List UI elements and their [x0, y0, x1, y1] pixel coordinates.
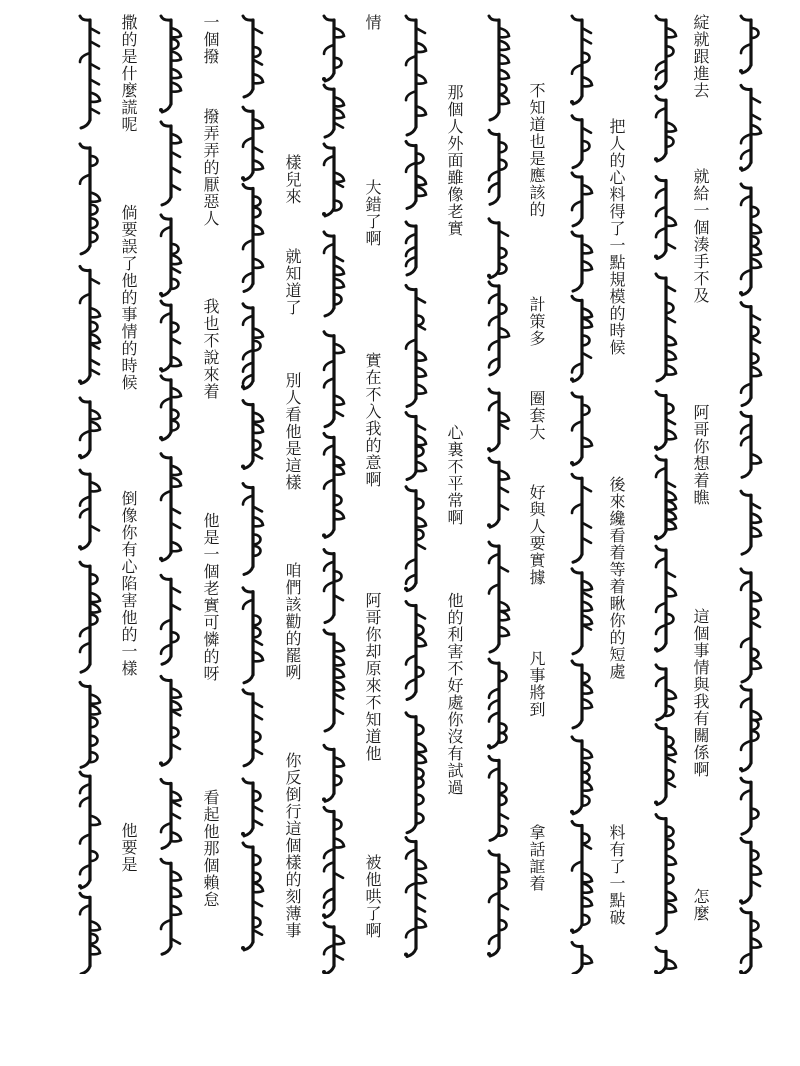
translation-phrase: 倘要誤了他的事情的時候 [119, 204, 138, 391]
translation-phrase: 別人看他是這樣 [283, 372, 302, 491]
manchu-column-9 [74, 14, 108, 974]
manchu-script-2 [650, 14, 684, 974]
translation-phrase: 阿哥你想着瞧 [691, 404, 710, 506]
translation-phrase: 料有了一點破 [607, 824, 626, 926]
translation-phrase: 他是一個老實可憐的呀 [201, 512, 220, 682]
translation-phrase: 樣兒來 [283, 154, 302, 205]
translation-phrase: 被他哄了啊 [363, 854, 382, 939]
translation-column-7 [198, 14, 222, 974]
translation-phrase: 撒的是什麼謊呢 [119, 14, 138, 133]
translation-phrase: 倒像你有心陷害他的一樣 [119, 490, 138, 677]
manchu-column-6 [318, 14, 352, 974]
translation-phrase: 圈套大 [527, 390, 546, 441]
manchu-script-9 [74, 14, 108, 974]
translation-phrase: 我也不說來着 [201, 298, 220, 400]
translation-column-6 [280, 14, 304, 974]
manchu-script-8 [155, 14, 189, 974]
translation-column-8 [116, 14, 140, 974]
translation-column-1 [688, 14, 712, 974]
translation-phrase: 咱們該勸的罷咧 [283, 562, 302, 681]
manchu-script-3 [566, 14, 600, 974]
translation-phrase: 就給一個湊手不及 [691, 168, 710, 304]
translation-column-3 [524, 14, 548, 974]
manchu-column-5 [400, 14, 434, 974]
translation-phrase: 心裏不平常啊 [445, 424, 464, 526]
manchu-column-2 [650, 14, 684, 974]
manchu-column-1 [735, 14, 769, 974]
translation-phrase: 他的利害不好處你沒有試過 [445, 592, 464, 796]
translation-phrase: 阿哥你却原來不知道他 [363, 592, 382, 762]
manchu-column-3 [566, 14, 600, 974]
translation-phrase: 你反倒行這個樣的刻薄事 [283, 752, 302, 939]
translation-phrase: 撥弄弄的厭惡人 [201, 108, 220, 227]
translation-phrase: 他要是 [119, 822, 138, 873]
manchu-column-4 [483, 14, 517, 974]
translation-phrase: 這個事情與我有關係啊 [691, 608, 710, 778]
manchu-column-7 [237, 14, 271, 974]
translation-phrase: 凡事將到 [527, 650, 546, 718]
manchu-script-1 [735, 14, 769, 974]
translation-phrase: 情 [363, 14, 382, 31]
translation-phrase: 一個撥 [201, 14, 220, 65]
translation-column-4 [442, 14, 466, 974]
translation-phrase: 看起他那個賴怠 [201, 789, 220, 908]
translation-column-5 [360, 14, 384, 974]
translation-phrase: 好與人要實據 [527, 484, 546, 586]
translation-phrase: 後來纔看着等着瞅你的短處 [607, 476, 626, 680]
translation-column-2 [604, 14, 628, 974]
manchu-script-6 [318, 14, 352, 974]
translation-phrase: 怎麼 [691, 888, 710, 922]
manchu-script-7 [237, 14, 271, 974]
translation-phrase: 拿話誆着 [527, 824, 546, 892]
translation-phrase: 不知道也是應該的 [527, 82, 546, 218]
translation-phrase: 大錯了啊 [363, 179, 382, 247]
manchu-script-5 [400, 14, 434, 974]
translation-phrase: 綻就跟進去 [691, 14, 710, 99]
translation-phrase: 那個人外面雖像老實 [445, 84, 464, 237]
manchu-script-4 [483, 14, 517, 974]
translation-phrase: 計策多 [527, 296, 546, 347]
translation-phrase: 實在不入我的意啊 [363, 352, 382, 488]
manchu-column-8 [155, 14, 189, 974]
translation-phrase: 把人的心料得了一點規模的時候 [607, 118, 626, 356]
translation-phrase: 就知道了 [283, 248, 302, 316]
